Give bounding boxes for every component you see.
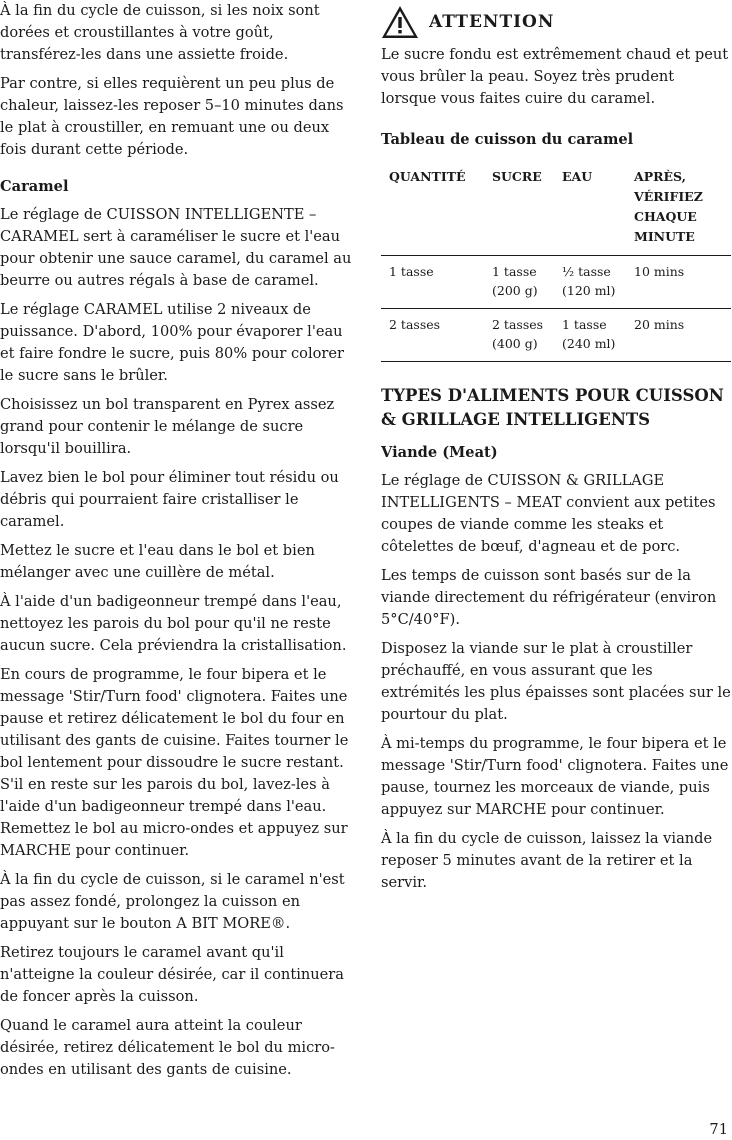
- caramel-heading: Caramel: [0, 178, 69, 195]
- caramel-paragraph: En cours de programme, le four bipera et le message 'Stir/Turn food' clignotera. Faites une pause et retirez délicatement le bol du four en utilisant des gants de cuisine. Faites tourner le bol lentement pour dissoudre le sucre restant. S'il en reste sur les parois du bol, lavez-les à l'aide d'un badigeonneur trempé dans l'eau. Remettez le bol au micro-ondes et appuyez sur MARCHE pour continuer.: [0, 666, 349, 859]
- header-check: APRÈS, VÉRIFIEZ CHAQUE MINUTE: [626, 157, 731, 256]
- meat-paragraph: À mi-temps du programme, le four bipera et le message 'Stir/Turn food' clignotera. Faites une pause, tournez les morceaux de viande, puis appuyez sur MARCHE pour continuer.: [381, 735, 729, 818]
- cell-water: ½ tasse (120 ml): [554, 256, 626, 309]
- meat-paragraph: Le réglage de CUISSON & GRILLAGE INTELLIGENTS – MEAT convient aux petites coupes de viande comme les steaks et côtelettes de bœuf, d'agneau et de porc.: [381, 472, 716, 555]
- table-row: [381, 309, 731, 362]
- cell-sugar: 1 tasse (200 g): [484, 256, 554, 309]
- caramel-paragraph: Le réglage CARAMEL utilise 2 niveaux de puissance. D'abord, 100% pour évaporer l'eau et faire fondre le sucre, puis 80% pour colorer le sucre sans le brûler.: [0, 301, 344, 384]
- cell-water: 1 tasse (240 ml): [554, 309, 626, 362]
- caramel-paragraph: Choisissez un bol transparent en Pyrex assez grand pour contenir le mélange de sucre lorsqu'il bouillira.: [0, 396, 335, 457]
- cell-quantity: 2 tasses: [381, 309, 484, 362]
- meat-paragraph: À la fin du cycle de cuisson, laissez la viande reposer 5 minutes avant de la retirer et la servir.: [381, 830, 713, 891]
- table-header-row: [381, 157, 731, 256]
- header-quantity: QUANTITÉ: [381, 157, 484, 256]
- warning-icon: [381, 5, 419, 39]
- caramel-paragraph: Retirez toujours le caramel avant qu'il n'atteigne la couleur désirée, car il continuera de foncer après la cuisson.: [0, 944, 344, 1005]
- table-title: Tableau de cuisson du caramel: [381, 131, 634, 148]
- attention-title: ATTENTION: [429, 12, 555, 32]
- right-column: [381, 0, 732, 901]
- cell-check: 20 mins: [626, 309, 731, 362]
- attention-header: [381, 4, 732, 40]
- caramel-paragraph: Mettez le sucre et l'eau dans le bol et bien mélanger avec une cuillère de métal.: [0, 542, 315, 581]
- cell-check: 10 mins: [626, 256, 731, 309]
- caramel-paragraph: À la fin du cycle de cuisson, si le caramel n'est pas assez fondé, prolongez la cuisson en appuyant sur le bouton A BIT MORE®.: [0, 871, 345, 932]
- header-sugar: SUCRE: [484, 157, 554, 256]
- caramel-paragraph: Le réglage de CUISSON INTELLIGENTE – CARAMEL sert à caraméliser le sucre et l'eau pour obtenir une sauce caramel, du caramel au beurre ou autres régals à base de caramel.: [0, 206, 352, 289]
- attention-text: Le sucre fondu est extrêmement chaud et peut vous brûler la peau. Soyez très prudent lorsque vous faites cuire du caramel.: [381, 46, 729, 107]
- cell-sugar: 2 tasses (400 g): [484, 309, 554, 362]
- caramel-paragraph: À l'aide d'un badigeonneur trempé dans l'eau, nettoyez les parois du bol pour qu'il ne reste aucun sucre. Cela préviendra la cristallisation.: [0, 593, 347, 654]
- table-row: [381, 256, 731, 309]
- caramel-paragraph: Lavez bien le bol pour éliminer tout résidu ou débris qui pourraient faire cristalliser le caramel.: [0, 469, 339, 530]
- meat-heading: Viande (Meat): [381, 444, 498, 461]
- cell-quantity: 1 tasse: [381, 256, 484, 309]
- page-number: 71: [709, 1121, 728, 1138]
- paragraph-nuts-done: À la fin du cycle de cuisson, si les noix sont dorées et croustillantes à votre goût, transférez-les dans une assiette froide.: [0, 2, 320, 63]
- header-water: EAU: [554, 157, 626, 256]
- meat-paragraph: Les temps de cuisson sont basés sur de la viande directement du réfrigérateur (environ 5°C/40°F).: [381, 567, 717, 628]
- left-column: [0, 0, 352, 1088]
- section-title: TYPES D'ALIMENTS POUR CUISSON & GRILLAGE INTELLIGENTS: [381, 386, 724, 429]
- caramel-paragraph: Quand le caramel aura atteint la couleur désirée, retirez délicatement le bol du micro-ondes en utilisant des gants de cuisine.: [0, 1017, 335, 1078]
- paragraph-nuts-rest: Par contre, si elles requièrent un peu plus de chaleur, laissez-les reposer 5–10 minutes dans le plat à croustiller, en remuant une ou deux fois durant cette période.: [0, 75, 344, 158]
- meat-paragraph: Disposez la viande sur le plat à croustiller préchauffé, en vous assurant que les extrémités les plus épaisses sont placées sur le pourtour du plat.: [381, 640, 731, 723]
- caramel-cooking-table: [381, 157, 731, 362]
